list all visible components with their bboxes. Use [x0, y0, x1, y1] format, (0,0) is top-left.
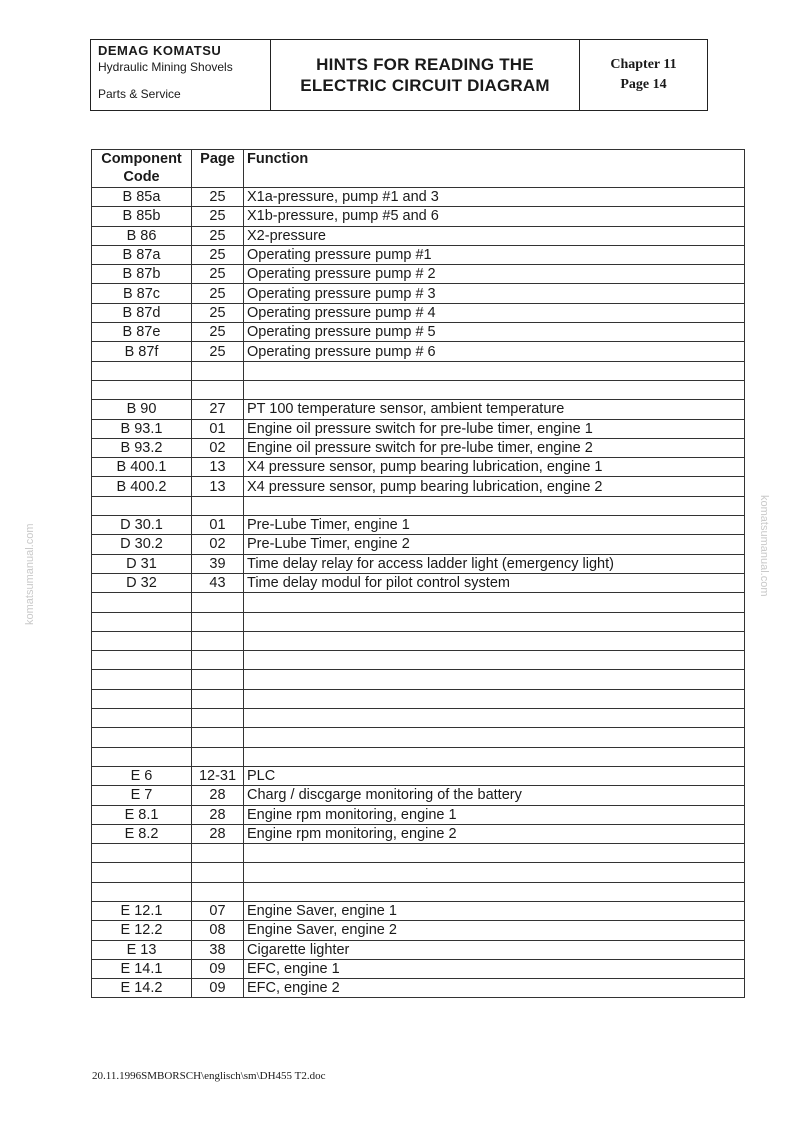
component-code: B 85b — [92, 207, 192, 226]
function-description — [244, 844, 745, 863]
table-row — [92, 593, 745, 612]
page-number: 12-31 — [192, 766, 244, 785]
table-row — [92, 245, 745, 264]
function-description: Operating pressure pump # 2 — [244, 265, 745, 284]
component-code: D 32 — [92, 573, 192, 592]
function-description: Pre-Lube Timer, engine 2 — [244, 535, 745, 554]
component-code: E 12.1 — [92, 901, 192, 920]
table-row — [92, 631, 745, 650]
component-code: E 14.1 — [92, 959, 192, 978]
table-header-row — [92, 150, 745, 188]
function-description: Engine rpm monitoring, engine 2 — [244, 824, 745, 843]
table-row — [92, 709, 745, 728]
table-row — [92, 573, 745, 592]
table-row — [92, 458, 745, 477]
table-row — [92, 979, 745, 998]
title-block — [271, 40, 580, 110]
component-code: B 93.2 — [92, 438, 192, 457]
function-description: EFC, engine 1 — [244, 959, 745, 978]
component-code: B 400.1 — [92, 458, 192, 477]
table-body — [92, 188, 745, 998]
table-row — [92, 303, 745, 322]
component-code: D 30.1 — [92, 516, 192, 535]
document-title-line1: HINTS FOR READING THE — [316, 55, 534, 74]
function-description: Time delay modul for pilot control system — [244, 573, 745, 592]
function-description: Operating pressure pump #1 — [244, 245, 745, 264]
page-number: 25 — [192, 265, 244, 284]
function-description: Operating pressure pump # 3 — [244, 284, 745, 303]
component-code: B 85a — [92, 188, 192, 207]
function-description: PT 100 temperature sensor, ambient temperature — [244, 400, 745, 419]
page-number: 25 — [192, 207, 244, 226]
function-description — [244, 651, 745, 670]
function-description — [244, 709, 745, 728]
page-number: 13 — [192, 477, 244, 496]
table-row — [92, 554, 745, 573]
page-number: 09 — [192, 959, 244, 978]
page-number: 02 — [192, 438, 244, 457]
table-row — [92, 805, 745, 824]
page-number — [192, 709, 244, 728]
page-number: 25 — [192, 323, 244, 342]
company-subtitle: Hydraulic Mining Shovels — [98, 60, 233, 74]
function-description — [244, 380, 745, 399]
page-number: 25 — [192, 303, 244, 322]
component-code — [92, 631, 192, 650]
page-number: 43 — [192, 573, 244, 592]
column-header-function: Function — [244, 150, 745, 188]
component-code: B 87b — [92, 265, 192, 284]
table-row — [92, 477, 745, 496]
component-code: B 87d — [92, 303, 192, 322]
function-description — [244, 496, 745, 515]
component-code: D 30.2 — [92, 535, 192, 554]
table-row — [92, 901, 745, 920]
function-description — [244, 863, 745, 882]
table-row — [92, 766, 745, 785]
page-number — [192, 651, 244, 670]
page-number: 01 — [192, 516, 244, 535]
table-row — [92, 786, 745, 805]
column-header-page: Page — [192, 150, 244, 188]
function-description: Operating pressure pump # 4 — [244, 303, 745, 322]
table-row — [92, 959, 745, 978]
component-code: B 86 — [92, 226, 192, 245]
table-row — [92, 361, 745, 380]
table-row — [92, 747, 745, 766]
table-row — [92, 844, 745, 863]
component-code: E 7 — [92, 786, 192, 805]
table-row — [92, 863, 745, 882]
component-code — [92, 380, 192, 399]
chapter-block — [580, 40, 707, 110]
component-code: B 87c — [92, 284, 192, 303]
function-description: Time delay relay for access ladder light (emergency light) — [244, 554, 745, 573]
function-description: X4 pressure sensor, pump bearing lubrication, engine 1 — [244, 458, 745, 477]
table-row — [92, 419, 745, 438]
component-code: E 14.2 — [92, 979, 192, 998]
table-row — [92, 342, 745, 361]
page-number: 13 — [192, 458, 244, 477]
table-row — [92, 921, 745, 940]
page-number: 25 — [192, 342, 244, 361]
component-code: E 6 — [92, 766, 192, 785]
component-code: B 87f — [92, 342, 192, 361]
page-number — [192, 361, 244, 380]
page-number — [192, 380, 244, 399]
page-number: 28 — [192, 805, 244, 824]
page-number — [192, 670, 244, 689]
company-logo: DEMAG KOMATSU — [98, 43, 222, 58]
component-code — [92, 882, 192, 901]
table-row — [92, 265, 745, 284]
table-row — [92, 284, 745, 303]
column-header-code: Component Code — [92, 150, 192, 188]
document-header — [90, 39, 708, 111]
function-description — [244, 631, 745, 650]
table-row — [92, 651, 745, 670]
page-number: 09 — [192, 979, 244, 998]
function-description — [244, 361, 745, 380]
function-description: Pre-Lube Timer, engine 1 — [244, 516, 745, 535]
table-row — [92, 438, 745, 457]
component-code — [92, 612, 192, 631]
function-description: Engine oil pressure switch for pre-lube timer, engine 2 — [244, 438, 745, 457]
component-code — [92, 496, 192, 515]
company-block — [91, 40, 271, 110]
function-description — [244, 747, 745, 766]
table-row — [92, 940, 745, 959]
function-description — [244, 593, 745, 612]
function-description: PLC — [244, 766, 745, 785]
page-label: Page 14 — [620, 77, 667, 92]
function-description: X1b-pressure, pump #5 and 6 — [244, 207, 745, 226]
function-description: Engine rpm monitoring, engine 1 — [244, 805, 745, 824]
component-code — [92, 844, 192, 863]
table-row — [92, 380, 745, 399]
function-description — [244, 670, 745, 689]
component-code: B 400.2 — [92, 477, 192, 496]
component-code: B 93.1 — [92, 419, 192, 438]
table-row — [92, 612, 745, 631]
page-number: 25 — [192, 284, 244, 303]
table-row — [92, 728, 745, 747]
function-description — [244, 689, 745, 708]
table-row — [92, 207, 745, 226]
function-description: Operating pressure pump # 6 — [244, 342, 745, 361]
watermark-left: komatsumanual.com — [24, 523, 36, 625]
page-number: 28 — [192, 824, 244, 843]
page-number: 39 — [192, 554, 244, 573]
table-row — [92, 670, 745, 689]
function-description: X1a-pressure, pump #1 and 3 — [244, 188, 745, 207]
component-table — [91, 149, 745, 998]
function-description — [244, 882, 745, 901]
page-number — [192, 882, 244, 901]
page-number — [192, 863, 244, 882]
table-row — [92, 188, 745, 207]
function-description: X4 pressure sensor, pump bearing lubrication, engine 2 — [244, 477, 745, 496]
page-number — [192, 631, 244, 650]
page-number — [192, 593, 244, 612]
function-description: Cigarette lighter — [244, 940, 745, 959]
page-number: 02 — [192, 535, 244, 554]
page-number: 01 — [192, 419, 244, 438]
page-number: 38 — [192, 940, 244, 959]
table-row — [92, 689, 745, 708]
page-number — [192, 612, 244, 631]
component-code — [92, 361, 192, 380]
table-row — [92, 535, 745, 554]
component-code — [92, 709, 192, 728]
function-description: Engine Saver, engine 2 — [244, 921, 745, 940]
component-code — [92, 689, 192, 708]
chapter-label: Chapter 11 — [610, 57, 677, 72]
page-number — [192, 496, 244, 515]
function-description — [244, 612, 745, 631]
table-row — [92, 516, 745, 535]
function-description: Charg / discgarge monitoring of the battery — [244, 786, 745, 805]
page-number: 25 — [192, 188, 244, 207]
component-code — [92, 747, 192, 766]
function-description: Engine Saver, engine 1 — [244, 901, 745, 920]
component-code: B 90 — [92, 400, 192, 419]
department-label: Parts & Service — [98, 87, 181, 101]
component-code: E 12.2 — [92, 921, 192, 940]
page-number: 08 — [192, 921, 244, 940]
function-description: EFC, engine 2 — [244, 979, 745, 998]
function-description: Engine oil pressure switch for pre-lube timer, engine 1 — [244, 419, 745, 438]
table-row — [92, 882, 745, 901]
function-description: X2-pressure — [244, 226, 745, 245]
function-description: Operating pressure pump # 5 — [244, 323, 745, 342]
component-code — [92, 863, 192, 882]
component-code — [92, 670, 192, 689]
component-code: E 8.2 — [92, 824, 192, 843]
function-description — [244, 728, 745, 747]
component-code: B 87a — [92, 245, 192, 264]
component-code: D 31 — [92, 554, 192, 573]
page-number: 25 — [192, 226, 244, 245]
table-row — [92, 400, 745, 419]
page-number — [192, 728, 244, 747]
component-code — [92, 728, 192, 747]
component-code — [92, 593, 192, 612]
document-reference: 20.11.1996SMBORSCH\englisch\sm\DH455 T2.doc — [92, 1070, 326, 1082]
page-number — [192, 689, 244, 708]
table-row — [92, 323, 745, 342]
component-code: E 13 — [92, 940, 192, 959]
page-number: 25 — [192, 245, 244, 264]
table-row — [92, 824, 745, 843]
watermark-right: komatsumanual.com — [758, 495, 770, 597]
table-row — [92, 226, 745, 245]
component-code: E 8.1 — [92, 805, 192, 824]
page-number: 07 — [192, 901, 244, 920]
page-number — [192, 747, 244, 766]
component-code — [92, 651, 192, 670]
page-number: 27 — [192, 400, 244, 419]
page-number — [192, 844, 244, 863]
table-row — [92, 496, 745, 515]
document-title-line2: ELECTRIC CIRCUIT DIAGRAM — [300, 76, 550, 95]
component-code: B 87e — [92, 323, 192, 342]
page-number: 28 — [192, 786, 244, 805]
